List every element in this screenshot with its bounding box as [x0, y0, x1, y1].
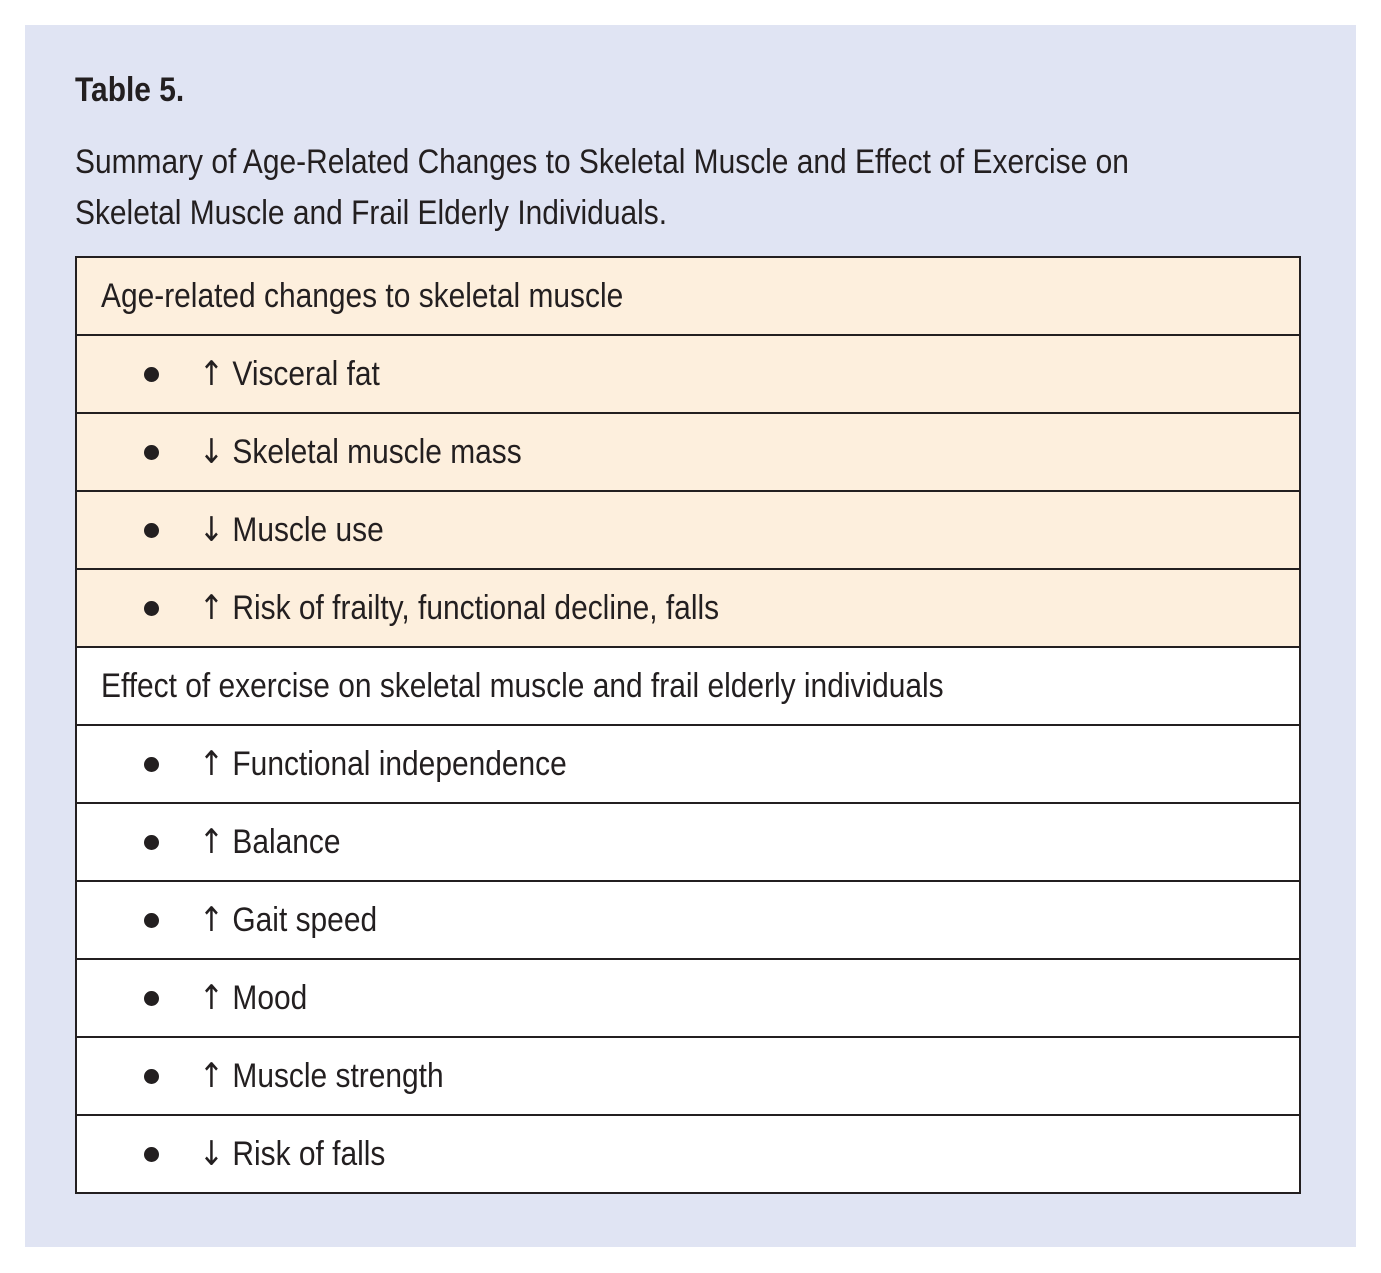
arrow-up-icon: ↑ — [199, 588, 225, 628]
table-title: Table 5. — [75, 71, 185, 109]
table-caption — [75, 137, 1307, 239]
table-panel — [25, 25, 1356, 1247]
arrow-up-icon: ↑ — [199, 354, 225, 394]
table-row: ↓ Risk of falls — [77, 1114, 1299, 1192]
arrow-down-icon: ↓ — [199, 432, 225, 472]
section-header-age: Age-related changes to skeletal muscle — [77, 258, 1299, 334]
arrow-up-icon: ↑ — [199, 1056, 225, 1096]
bullet-icon — [144, 835, 159, 850]
bullet-icon — [144, 991, 159, 1006]
table-row: ↑ Functional independence — [77, 724, 1299, 802]
bullet-icon — [144, 601, 159, 616]
arrow-down-icon: ↓ — [199, 510, 225, 550]
arrow-up-icon: ↑ — [199, 978, 225, 1018]
bullet-icon — [144, 523, 159, 538]
table-row: ↑ Mood — [77, 958, 1299, 1036]
bullet-icon — [144, 445, 159, 460]
bullet-icon — [144, 913, 159, 928]
caption-line: Summary of Age-Related Changes to Skeletal Muscle and Effect of Exercise on — [75, 143, 1129, 181]
arrow-down-icon: ↓ — [199, 1134, 225, 1174]
caption-line: Skeletal Muscle and Frail Elderly Individuals. — [75, 194, 668, 232]
bullet-icon — [144, 757, 159, 772]
table-row: ↑ Risk of frailty, functional decline, falls — [77, 568, 1299, 646]
table-row: ↑ Muscle strength — [77, 1036, 1299, 1114]
arrow-up-icon: ↑ — [199, 900, 225, 940]
section-header-exercise: Effect of exercise on skeletal muscle and frail elderly individuals — [77, 646, 1299, 724]
table-row: ↑ Balance — [77, 802, 1299, 880]
bullet-icon — [144, 1069, 159, 1084]
table-row: ↓ Skeletal muscle mass — [77, 412, 1299, 490]
table-row: ↓ Muscle use — [77, 490, 1299, 568]
summary-table — [75, 256, 1301, 1194]
table-row: ↑ Gait speed — [77, 880, 1299, 958]
arrow-up-icon: ↑ — [199, 744, 225, 784]
bullet-icon — [144, 367, 159, 382]
arrow-up-icon: ↑ — [199, 822, 225, 862]
bullet-icon — [144, 1147, 159, 1162]
table-row: ↑ Visceral fat — [77, 334, 1299, 412]
